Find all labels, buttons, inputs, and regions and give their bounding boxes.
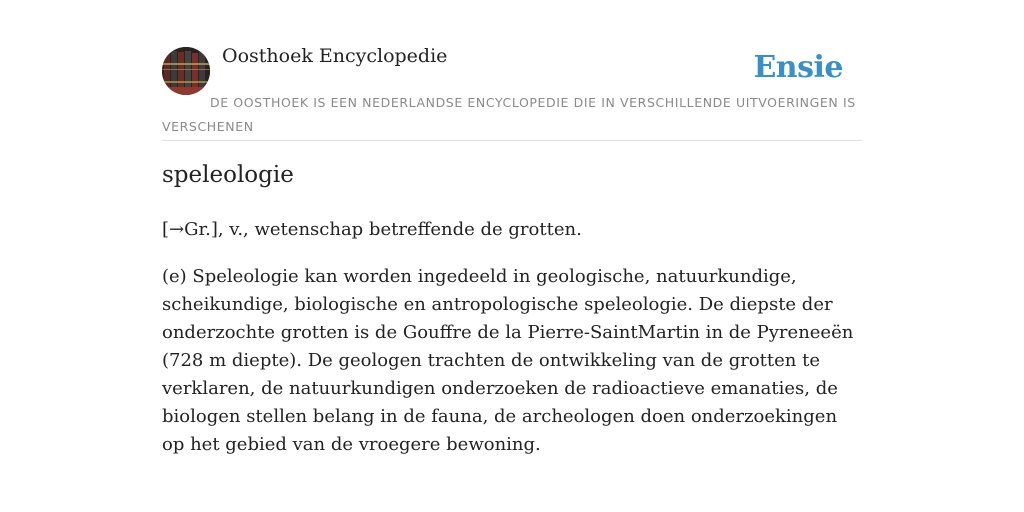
entry-page: [162, 0, 862, 512]
site-name[interactable]: Oosthoek Encyclopedie: [222, 45, 448, 67]
entry-headword: speleologie: [162, 162, 294, 188]
encyclopedia-books-icon[interactable]: [162, 47, 210, 95]
site-tagline: DE OOSTHOEK IS EEN NEDERLANDSE ENCYCLOPEDIE DIE IN VERSCHILLENDE UITVOERINGEN IS VERSCHENEN: [162, 95, 856, 134]
brand-logo-link[interactable]: Ensie: [753, 50, 843, 85]
entry-body: (e) Speleologie kan worden ingedeeld in geologische, natuurkundige, scheikundige, biologische en antropologische speleologie. De diepste der onderzochte grotten is de Gouffre de la Pierre-SaintMartin in de Pyreneeën (728 m diepte). De geologen trachten de ontwikkeling van de grotten te verklaren, de natuurkundigen onderzoeken de radioactieve emanaties, de biologen stellen belang in de fauna, de archeologen doen onderzoekingen op het gebied van de vroegere bewoning.: [162, 266, 854, 455]
entry-definition: [→Gr.], v., wetenschap betreffende de grotten.: [162, 219, 582, 240]
site-header: [162, 0, 862, 141]
